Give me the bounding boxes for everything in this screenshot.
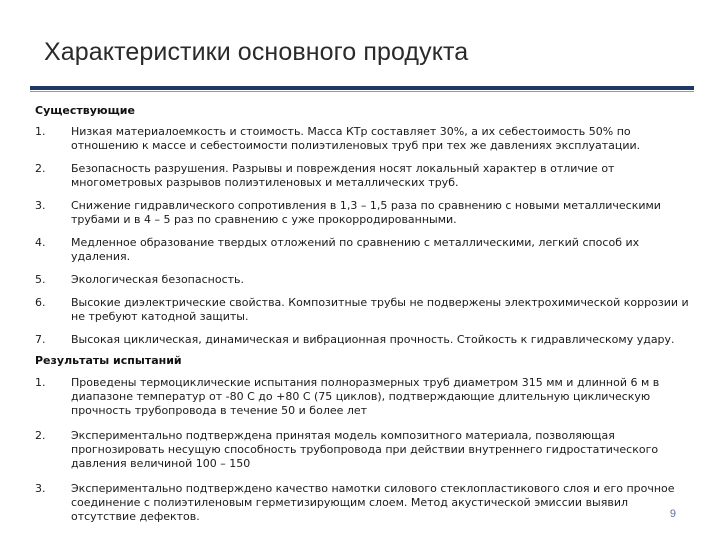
section-heading-existing: Существующие [35,104,135,117]
item-number: 5. [35,273,46,286]
content-area [35,104,695,535]
item-number: 7. [35,333,46,346]
list-item [35,429,695,471]
item-text: Высокая циклическая, динамическая и вибрационная прочность. Стойкость к гидравлическому удару. [71,333,675,346]
list-item [35,125,695,153]
item-number: 4. [35,236,46,249]
list-item [35,236,695,264]
list-item [35,273,695,287]
list-item [35,333,695,347]
item-number: 6. [35,296,46,309]
test-results-list [35,376,695,524]
list-item [35,199,695,227]
page-number: 9 [669,508,676,520]
item-text: Проведены термоциклические испытания полноразмерных труб диаметром 315 мм и длинной 6 м в диапазоне температур от -80 С до +80 С (75 циклов), подтверждающие длительную циклическую прочность трубопровода в течение 50 и более лет [71,376,660,417]
item-text: Экспериментально подтверждено качество намотки силового стеклопластикового слоя и его прочное соединение с полиэтиленовым герметизирующим слоем. Метод акустической эмиссии выявил отсутствие дефектов. [71,482,675,523]
item-number: 3. [35,482,46,495]
item-text: Высокие диэлектрические свойства. Композитные трубы не подвержены электрохимической коррозии и не требуют катодной защиты. [71,296,689,323]
title-underline [30,86,694,90]
slide-title: Характеристики основного продукта [44,38,469,66]
item-text: Снижение гидравлического сопротивления в 1,3 – 1,5 раза по сравнению с новыми металлическими трубами и в 4 – 5 раз по сравнению с уже прокорродированными. [71,199,661,226]
list-item [35,162,695,190]
item-number: 1. [35,125,46,138]
item-number: 2. [35,162,46,175]
item-text: Низкая материалоемкость и стоимость. Масса КТр составляет 30%, а их себестоимость 50% по отношению к массе и себестоимости полиэтиленовых труб при тех же давлениях эксплуатации. [71,125,641,152]
item-text: Экспериментально подтверждена принятая модель композитного материала, позволяющая прогнозировать несущую способность трубопровода при действии внутреннего гидростатического давления величиной 100 – 150 [71,429,659,470]
item-number: 3. [35,199,46,212]
title-underline-accent [30,91,694,92]
list-item [35,376,695,418]
list-item [35,482,695,524]
existing-list [35,125,695,347]
item-text: Безопасность разрушения. Разрывы и повреждения носят локальный характер в отличие от многометровых разрывов полиэтиленовых и металлических труб. [71,162,615,189]
section-heading-test-results: Результаты испытаний [35,354,182,367]
item-number: 2. [35,429,46,442]
item-number: 1. [35,376,46,389]
item-text: Медленное образование твердых отложений по сравнению с металлическими, легкий способ их удаления. [71,236,640,263]
list-item [35,296,695,324]
item-text: Экологическая безопасность. [71,273,245,286]
